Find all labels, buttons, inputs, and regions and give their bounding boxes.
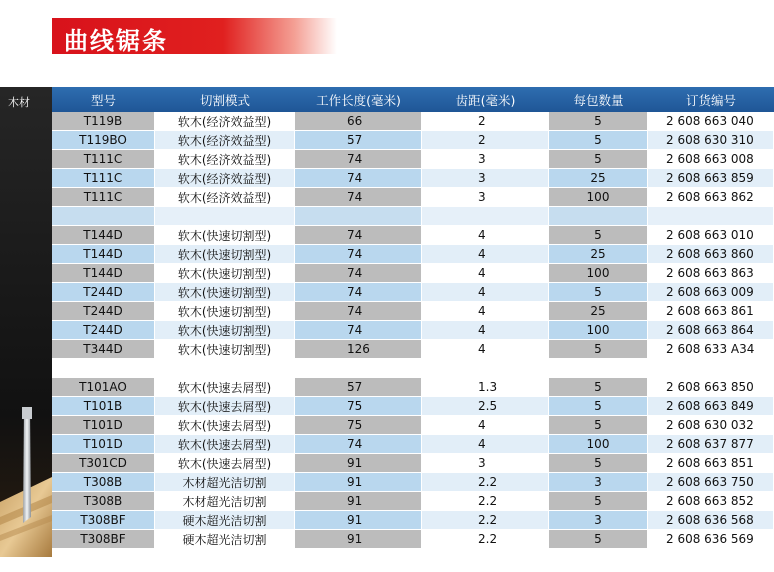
cell-model: T244D [52,321,155,340]
spacer-cell [648,207,774,226]
cell-cut-mode: 软木(快速切割型) [155,264,295,283]
cell-model: T301CD [52,454,155,473]
cell-model: T101D [52,435,155,454]
cell-tooth-pitch: 2.5 [422,397,549,416]
cell-model: T101D [52,416,155,435]
cell-order-number: 2 608 663 851 [648,454,774,473]
cell-order-number: 2 608 636 569 [648,530,774,549]
table-row [52,112,774,131]
cell-cut-mode: 软木(快速去屑型) [155,454,295,473]
cell-model: T144D [52,226,155,245]
cell-pack-quantity: 5 [549,378,648,397]
cell-cut-mode: 软木(快速切割型) [155,283,295,302]
cell-cut-mode: 软木(快速切割型) [155,321,295,340]
cell-pack-quantity: 5 [549,530,648,549]
cell-cut-mode: 软木(经济效益型) [155,131,295,150]
cell-pack-quantity: 5 [549,226,648,245]
cell-cut-mode: 软木(经济效益型) [155,169,295,188]
cell-working-length: 91 [295,492,422,511]
cell-order-number: 2 608 663 750 [648,473,774,492]
spacer-cell [155,207,295,226]
cell-working-length: 74 [295,169,422,188]
cell-tooth-pitch: 3 [422,169,549,188]
cell-pack-quantity: 25 [549,302,648,321]
cell-tooth-pitch: 4 [422,283,549,302]
cell-model: T308B [52,473,155,492]
spacer-cell [422,207,549,226]
cell-model: T308BF [52,511,155,530]
cell-working-length: 74 [295,245,422,264]
cell-tooth-pitch: 2.2 [422,473,549,492]
column-header-tooth-pitch: 齿距(毫米) [422,87,549,112]
cell-working-length: 74 [295,283,422,302]
cell-tooth-pitch: 4 [422,302,549,321]
cell-tooth-pitch: 4 [422,226,549,245]
column-header-working-length: 工作长度(毫米) [295,87,422,112]
cell-working-length: 74 [295,264,422,283]
table-row [52,511,774,530]
table-row [52,454,774,473]
cell-order-number: 2 608 663 040 [648,112,774,131]
cell-order-number: 2 608 663 009 [648,283,774,302]
cell-pack-quantity: 5 [549,131,648,150]
cell-pack-quantity: 100 [549,264,648,283]
cell-pack-quantity: 5 [549,283,648,302]
cell-cut-mode: 硬木超光洁切割 [155,530,295,549]
table-row [52,131,774,150]
cell-working-length: 74 [295,150,422,169]
table-row [52,473,774,492]
cell-order-number: 2 608 663 852 [648,492,774,511]
cell-tooth-pitch: 3 [422,454,549,473]
cell-model: T101B [52,397,155,416]
cell-pack-quantity: 5 [549,150,648,169]
table-row [52,492,774,511]
cell-cut-mode: 木材超光洁切割 [155,492,295,511]
table-row [52,340,774,359]
cell-order-number: 2 608 663 864 [648,321,774,340]
table-row [52,264,774,283]
table-row [52,226,774,245]
jigsaw-blade-wood-image [0,407,52,557]
table-header-row [52,87,774,112]
cell-order-number: 2 608 633 A34 [648,340,774,359]
cell-cut-mode: 软木(快速去屑型) [155,416,295,435]
cell-tooth-pitch: 3 [422,150,549,169]
cell-model: T119BO [52,131,155,150]
cell-cut-mode: 软木(快速切割型) [155,302,295,321]
cell-working-length: 74 [295,435,422,454]
cell-model: T244D [52,302,155,321]
cell-order-number: 2 608 663 850 [648,378,774,397]
cell-cut-mode: 软木(快速切割型) [155,226,295,245]
cell-tooth-pitch: 2 [422,131,549,150]
cell-cut-mode: 软木(快速去屑型) [155,397,295,416]
cell-tooth-pitch: 4 [422,435,549,454]
cell-working-length: 91 [295,454,422,473]
table-spacer-row [52,359,774,378]
table-row [52,530,774,549]
category-strip [0,87,52,557]
cell-order-number: 2 608 663 861 [648,302,774,321]
table-row [52,188,774,207]
cell-model: T244D [52,283,155,302]
table-row [52,435,774,454]
cell-order-number: 2 608 663 860 [648,245,774,264]
table-row [52,321,774,340]
table-row [52,378,774,397]
cell-model: T308BF [52,530,155,549]
page-title: 曲线锯条 [64,27,168,55]
cell-cut-mode: 软木(快速去屑型) [155,378,295,397]
cell-cut-mode: 软木(经济效益型) [155,112,295,131]
cell-model: T111C [52,169,155,188]
cell-pack-quantity: 5 [549,492,648,511]
cell-pack-quantity: 5 [549,454,648,473]
cell-model: T101AO [52,378,155,397]
cell-tooth-pitch: 4 [422,416,549,435]
cell-pack-quantity: 5 [549,112,648,131]
cell-working-length: 57 [295,131,422,150]
cell-working-length: 91 [295,511,422,530]
cell-pack-quantity: 25 [549,169,648,188]
cell-model: T308B [52,492,155,511]
cell-order-number: 2 608 663 010 [648,226,774,245]
cell-tooth-pitch: 4 [422,321,549,340]
cell-order-number: 2 608 630 310 [648,131,774,150]
cell-order-number: 2 608 636 568 [648,511,774,530]
category-label: 木材 [8,96,30,109]
cell-tooth-pitch: 3 [422,188,549,207]
cell-working-length: 126 [295,340,422,359]
spacer-cell [295,359,422,378]
cell-model: T111C [52,150,155,169]
cell-model: T144D [52,264,155,283]
cell-pack-quantity: 25 [549,245,648,264]
cell-tooth-pitch: 2 [422,112,549,131]
table-row [52,302,774,321]
cell-working-length: 75 [295,416,422,435]
spacer-cell [648,359,774,378]
spacer-cell [52,207,155,226]
cell-order-number: 2 608 663 862 [648,188,774,207]
cell-pack-quantity: 5 [549,340,648,359]
cell-order-number: 2 608 630 032 [648,416,774,435]
spacer-cell [549,207,648,226]
cell-order-number: 2 608 663 849 [648,397,774,416]
cell-pack-quantity: 5 [549,397,648,416]
product-table-wrapper [52,87,774,549]
spacer-cell [295,207,422,226]
cell-working-length: 74 [295,188,422,207]
cell-model: T111C [52,188,155,207]
cell-tooth-pitch: 1.3 [422,378,549,397]
cell-tooth-pitch: 2.2 [422,511,549,530]
cell-working-length: 91 [295,473,422,492]
cell-working-length: 57 [295,378,422,397]
spacer-cell [52,359,155,378]
table-spacer-row [52,207,774,226]
jigsaw-blade-table [52,87,774,549]
table-row [52,245,774,264]
cell-working-length: 66 [295,112,422,131]
table-row [52,416,774,435]
spacer-cell [549,359,648,378]
cell-tooth-pitch: 4 [422,245,549,264]
cell-working-length: 91 [295,530,422,549]
cell-pack-quantity: 100 [549,188,648,207]
cell-cut-mode: 硬木超光洁切割 [155,511,295,530]
cell-tooth-pitch: 4 [422,264,549,283]
column-header-order-number: 订货编号 [648,87,774,112]
column-header-cut-mode: 切割模式 [155,87,295,112]
title-banner [52,18,337,54]
cell-cut-mode: 软木(经济效益型) [155,188,295,207]
cell-order-number: 2 608 663 859 [648,169,774,188]
cell-tooth-pitch: 2.2 [422,492,549,511]
cell-pack-quantity: 3 [549,511,648,530]
cell-pack-quantity: 5 [549,416,648,435]
cell-order-number: 2 608 663 863 [648,264,774,283]
cell-cut-mode: 软木(快速切割型) [155,245,295,264]
cell-cut-mode: 软木(快速去屑型) [155,435,295,454]
cell-cut-mode: 软木(经济效益型) [155,150,295,169]
cell-pack-quantity: 100 [549,435,648,454]
cell-model: T144D [52,245,155,264]
table-row [52,169,774,188]
cell-order-number: 2 608 637 877 [648,435,774,454]
cell-working-length: 74 [295,226,422,245]
column-header-model: 型号 [52,87,155,112]
cell-working-length: 75 [295,397,422,416]
cell-tooth-pitch: 2.2 [422,530,549,549]
table-row [52,397,774,416]
cell-pack-quantity: 3 [549,473,648,492]
column-header-pack-quantity: 每包数量 [549,87,648,112]
table-row [52,150,774,169]
cell-order-number: 2 608 663 008 [648,150,774,169]
cell-model: T119B [52,112,155,131]
cell-cut-mode: 软木(快速切割型) [155,340,295,359]
cell-pack-quantity: 100 [549,321,648,340]
cell-model: T344D [52,340,155,359]
spacer-cell [155,359,295,378]
cell-working-length: 74 [295,321,422,340]
cell-working-length: 74 [295,302,422,321]
cell-cut-mode: 木材超光洁切割 [155,473,295,492]
spacer-cell [422,359,549,378]
table-row [52,283,774,302]
cell-tooth-pitch: 4 [422,340,549,359]
